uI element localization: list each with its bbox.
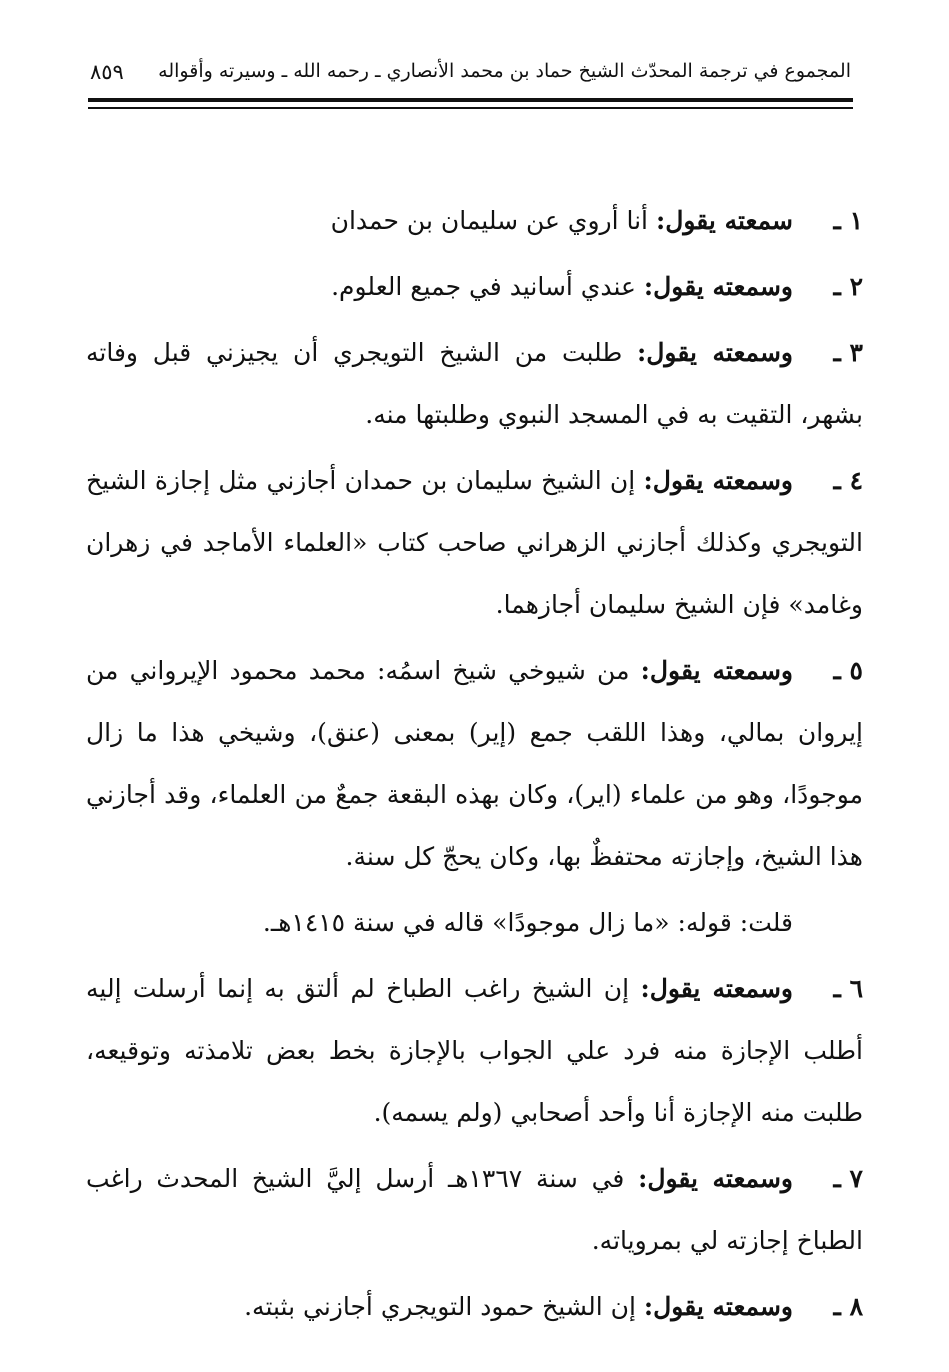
entry-text: إن الشيخ سليمان بن حمدان أجازني مثل إجازة الشيخ التويجري وكذلك أجازني الزهراني صاحب كتاب «العلماء الأماجد في زهران وغامد» فإن الشيخ سليمان أجازهما. (86, 466, 863, 619)
page-number: ٨٥٩ (90, 60, 124, 84)
entry-text: في سنة ١٣٦٧هـ أرسل إليَّ الشيخ المحدث راغب الطباخ إجازته لي بمروياته. (86, 1164, 863, 1255)
entry-lead: وسمعته يقول: (640, 974, 793, 1003)
editor-note (86, 892, 863, 954)
entry-text: عندي أسانيد في جميع العلوم. (331, 272, 644, 301)
entry-1 (86, 190, 863, 252)
entry-number: ٥ ـ (833, 656, 863, 685)
entry-lead: وسمعته يقول: (643, 1292, 793, 1321)
entry-5 (86, 640, 863, 888)
entry-number: ٢ ـ (833, 272, 863, 301)
entry-text: إن الشيخ راغب الطباخ لم ألتق به إنما أرسلت إليه أطلب الإجازة منه فرد علي الجواب بالإجازة بخط بعض تلامذته وتوقيعه، طلبت منه الإجازة أنا وأحد أصحابي (ولم يسمه). (86, 974, 863, 1127)
entry-8 (86, 1276, 863, 1338)
entry-lead: وسمعته يقول: (637, 338, 793, 367)
header-rule-thin (88, 107, 853, 109)
entry-text: من شيوخي شيخ اسمُه: محمد محمود الإيرواني من إيروان بمالي، وهذا اللقب جمع (إير) بمعنى (عنق)، وشيخي هذا ما زال موجودًا، وهو من علماء (اير)، وكان بهذه البقعة جمعٌ من العلماء، وقد أجازني هذا الشيخ، وإجازته محتفظٌ بها، وكان يحجّ كل سنة. (86, 656, 863, 871)
entry-number: ٤ ـ (833, 466, 863, 495)
entry-lead: سمعته يقول: (655, 206, 793, 235)
entry-7 (86, 1148, 863, 1272)
entry-lead: وسمعته يقول: (640, 656, 793, 685)
entry-lead: وسمعته يقول: (643, 272, 793, 301)
entry-text: أنا أروي عن سليمان بن حمدان (330, 206, 656, 235)
entry-lead: وسمعته يقول: (638, 1164, 793, 1193)
entry-number: ١ ـ (833, 206, 863, 235)
entries-list (86, 190, 863, 1342)
running-header (90, 60, 851, 88)
header-title: المجموع في ترجمة المحدّث الشيخ حماد بن محمد الأنصاري ـ رحمه الله ـ وسيرته وأقواله (158, 60, 851, 82)
entry-2 (86, 256, 863, 318)
entry-number: ٧ ـ (833, 1164, 863, 1193)
entry-number: ٨ ـ (833, 1292, 863, 1321)
entry-lead: وسمعته يقول: (643, 466, 793, 495)
entry-text: إن الشيخ حمود التويجري أجازني بثبته. (244, 1292, 644, 1321)
header-rule-thick (88, 98, 853, 102)
entry-3 (86, 322, 863, 446)
note-text: قلت: قوله: «ما زال موجودًا» قاله في سنة ١٤١٥هـ. (262, 908, 793, 937)
entry-text: طلبت من الشيخ التويجري أن يجيزني قبل وفاته بشهر، التقيت به في المسجد النبوي وطلبتها منه. (86, 338, 863, 429)
entry-4 (86, 450, 863, 636)
entry-number: ٦ ـ (833, 974, 863, 1003)
entry-number: ٣ ـ (833, 338, 863, 367)
entry-6 (86, 958, 863, 1144)
